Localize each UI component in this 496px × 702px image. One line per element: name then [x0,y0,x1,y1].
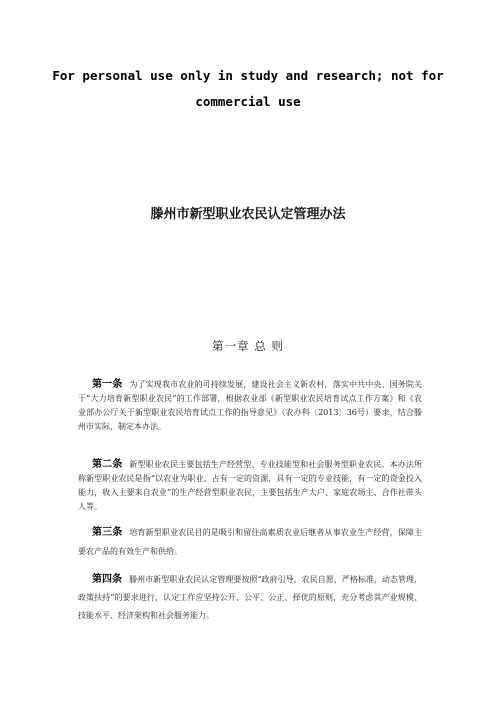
article-number: 第一条 [92,379,123,390]
article-number: 第四条 [92,574,123,585]
usage-notice-line-1: For personal use only in study and research; not for [52,68,444,83]
article-number: 第二条 [92,459,123,470]
chapter-heading: 第一章 总 则 [212,339,284,353]
article-number: 第三条 [92,527,123,538]
article-4 [78,571,422,625]
article-text: 培育新型职业农民目的是吸引和留住高素质农业后继者从事农业生产经营，保障主要农产品的有效生产和供给。 [78,528,423,556]
article-text: 新型职业农民主要包括生产经营型、专业技能型和社会服务型职业农民。本办法所称新型职业农民是指“以农业为职业，占有一定的资源，具有一定的专业技能，有一定的资金投入能力，收入主要来自农业”的生产经营型职业农民，主要包括生产大户、家庭农场主、合作社带头人等。 [78,460,423,511]
article-text: 为了实现我市农业的可持续发展，建设社会主义新农村，落实中共中央、国务院关于“大力培育新型职业农民”的工作部署，根据农业部《新型职业农民培育试点工作方案》和《农业部办公厅关于新型职业农民培育试点工作的指导意见》（农办科〔2013〕36号）要求，结合滕州市实际，制定本办法。 [78,380,423,431]
document-title: 滕州市新型职业农民认定管理办法 [150,207,346,222]
article-1 [78,378,422,434]
article-3 [78,523,422,561]
article-text: 滕州市新型职业农民认定管理要按照“政府引导，农民自愿，严格标准，动态管理，政策扶持”的要求进行，认定工作应坚持公开、公平、公正、择优的原则，充分考虑其产业规模、技能水平、经济架构和社会服务能力。 [78,575,423,620]
usage-notice-line-2: commercial use [195,94,301,109]
article-2 [78,458,422,514]
